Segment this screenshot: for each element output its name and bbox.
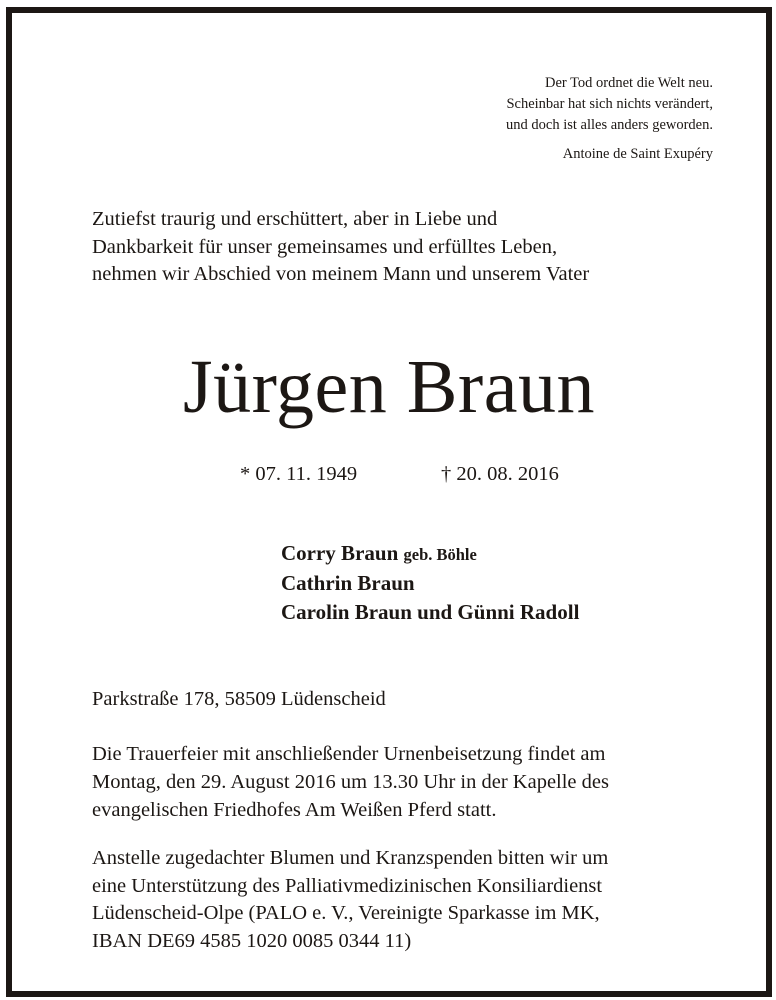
ceremony-info (92, 740, 732, 824)
intro-line: Dankbarkeit für unser gemeinsames und erfülltes Leben, (92, 235, 558, 258)
donation-info (92, 845, 732, 955)
birth-date: * 07. 11. 1949 (240, 463, 358, 485)
death-date: † 20. 08. 2016 (441, 463, 559, 485)
donation-line: Anstelle zugedachter Blumen und Kranzspenden bitten wir um (92, 847, 609, 869)
family-member: Cathrin Braun (281, 571, 415, 595)
obituary-frame (6, 7, 772, 997)
quote-line: Scheinbar hat sich nichts verändert, (506, 96, 713, 112)
epigraph-quote (506, 73, 713, 165)
intro-text (92, 206, 732, 289)
family-member: Carolin Braun und Günni Radoll (281, 600, 580, 624)
ceremony-line: Die Trauerfeier mit anschließender Urnenbeisetzung findet am (92, 743, 606, 765)
donation-line: eine Unterstützung des Palliativmedizinischen Konsiliardienst (92, 874, 603, 897)
ceremony-line: Montag, den 29. August 2016 um 13.30 Uhr in der Kapelle des (92, 771, 609, 793)
family-member-name: Corry Braun (281, 541, 399, 565)
intro-line: Zutiefst traurig und erschüttert, aber in Liebe und (92, 208, 498, 230)
family-member-note: geb. Böhle (403, 545, 477, 564)
family-member (281, 539, 579, 569)
quote-line: und doch ist alles anders geworden. (506, 117, 713, 133)
quote-line: Der Tod ordnet die Welt neu. (544, 75, 713, 91)
address: Parkstraße 178, 58509 Lüdenscheid (92, 688, 386, 710)
donation-line: Lüdenscheid-Olpe (PALO e. V., Vereinigte Sparkasse im MK, (92, 902, 600, 924)
intro-line: nehmen wir Abschied von meinem Mann und unserem Vater (92, 263, 590, 285)
donation-line: IBAN DE69 4585 1020 0085 0344 11) (92, 929, 412, 952)
deceased-name: Jürgen Braun (183, 345, 595, 429)
ceremony-line: evangelischen Friedhofes Am Weißen Pferd statt. (92, 799, 497, 821)
family-list (281, 539, 579, 627)
quote-author: Antoine de Saint Exupéry (562, 146, 713, 162)
